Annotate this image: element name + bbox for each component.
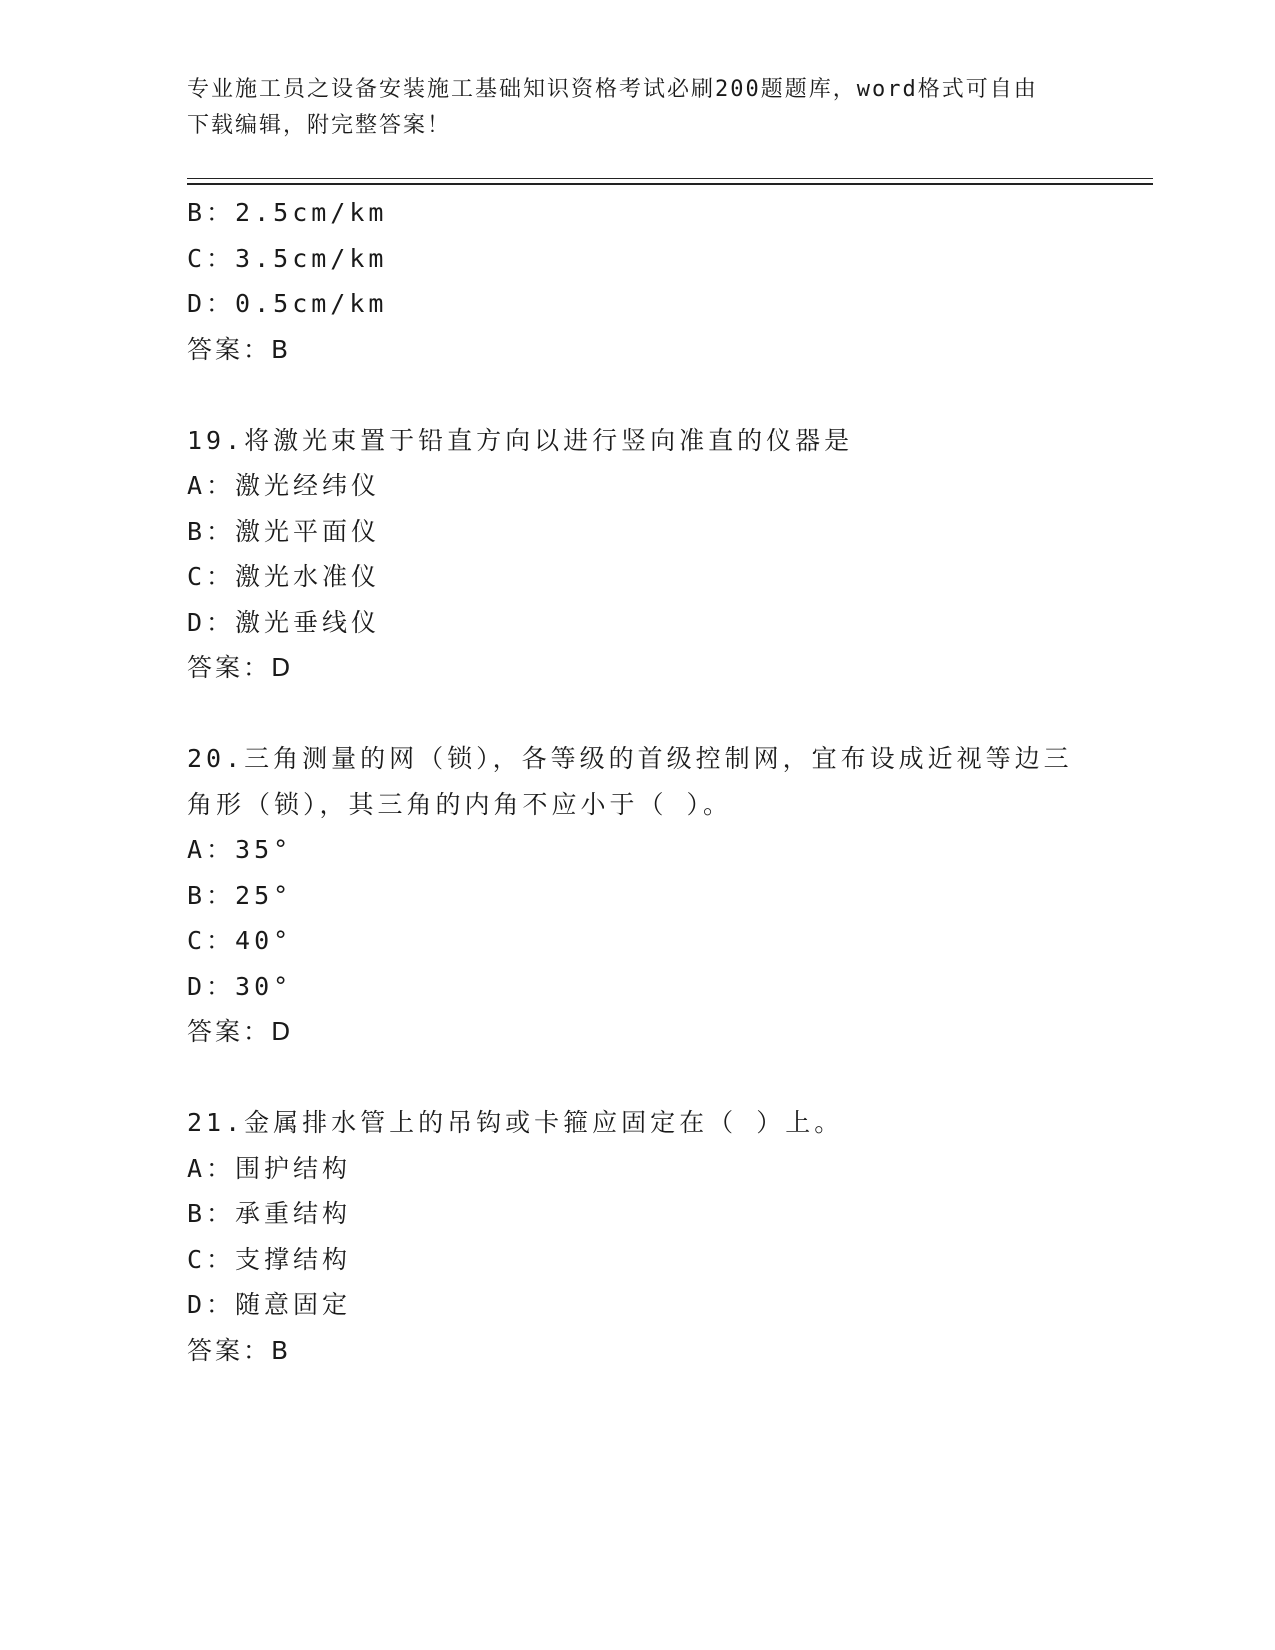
answer: 答案：D bbox=[187, 653, 294, 682]
option-b: B：激光平面仪 bbox=[187, 516, 381, 546]
option-c: C：3.5cm/km bbox=[187, 243, 388, 273]
option-c: C：激光水准仪 bbox=[187, 562, 381, 591]
option-b: B：承重结构 bbox=[187, 1199, 352, 1228]
question-stem-line-2: 角形（锁），其三角的内角不应小于（ ）。 bbox=[187, 789, 733, 819]
question-21 bbox=[187, 1100, 1087, 1373]
question-20 bbox=[187, 736, 1087, 1055]
header-rule-thin bbox=[187, 178, 1153, 179]
spacer bbox=[187, 691, 1087, 737]
header-line-1: 专业施工员之设备安装施工基础知识资格考试必刷200题题库，word格式可自由 bbox=[187, 77, 1038, 102]
question-19 bbox=[187, 418, 1087, 691]
question-stem: 21.金属排水管上的吊钩或卡箍应固定在（ ）上。 bbox=[187, 1108, 844, 1137]
option-d: D：30° bbox=[187, 971, 293, 1001]
option-a: A：35° bbox=[187, 835, 293, 864]
option-d: D：激光垂线仪 bbox=[187, 607, 381, 637]
question-stem-line-1: 20.三角测量的网（锁），各等级的首级控制网，宜布设成近视等边三 bbox=[187, 744, 1073, 773]
question-18-tail bbox=[187, 190, 1087, 372]
document-header bbox=[187, 72, 1087, 144]
answer: 答案：B bbox=[187, 1335, 292, 1365]
option-b: B：2.5cm/km bbox=[187, 198, 388, 227]
question-stem: 19.将激光束置于铅直方向以进行竖向准直的仪器是 bbox=[187, 425, 854, 455]
header-rule-thick bbox=[187, 183, 1153, 185]
option-c: C：40° bbox=[187, 926, 293, 955]
header-line-2: 下载编辑，附完整答案！ bbox=[187, 113, 452, 138]
spacer bbox=[187, 1055, 1087, 1101]
answer: 答案：D bbox=[187, 1017, 294, 1046]
spacer bbox=[187, 372, 1087, 418]
answer: 答案：B bbox=[187, 334, 292, 364]
option-b: B：25° bbox=[187, 880, 293, 910]
option-a: A：围护结构 bbox=[187, 1153, 352, 1183]
option-d: D：0.5cm/km bbox=[187, 289, 388, 318]
option-d: D：随意固定 bbox=[187, 1290, 352, 1319]
option-c: C：支撑结构 bbox=[187, 1244, 352, 1274]
option-a: A：激光经纬仪 bbox=[187, 471, 381, 500]
question-list bbox=[187, 190, 1087, 1373]
